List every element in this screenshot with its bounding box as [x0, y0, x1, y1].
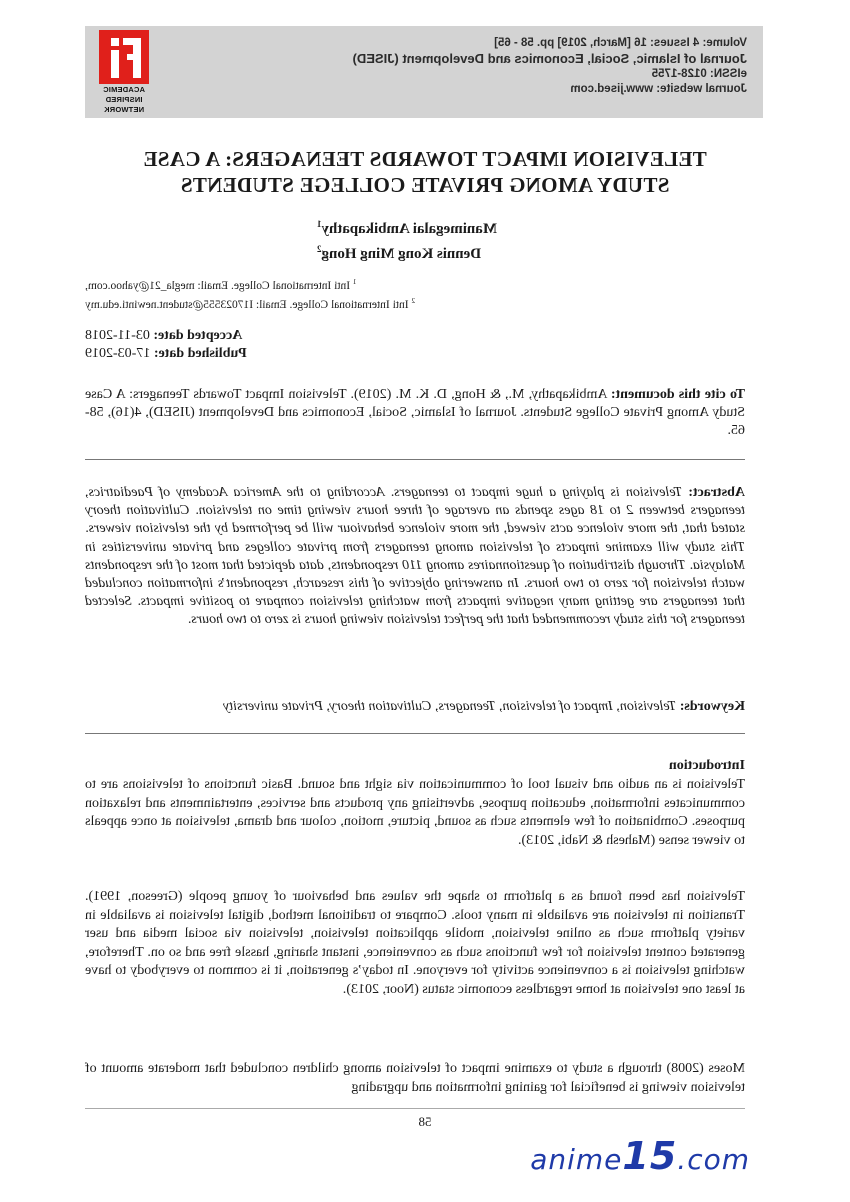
affiliation-1: $^1$ Inti International College. Email: megla_21@yahoo.com,: [85, 278, 357, 292]
cite-text: Ambikapathy, M., & Hong, D. K. M. (2019). Television Impact Towards Teenagers: A Case Study Among Private College Students. Journal of Islamic, Social, Economics and Development (JISED), 4(16), 58-65.: [85, 387, 745, 438]
journal-name: Journal of Islamic, Social, Economics and Development (JISED): [352, 51, 747, 66]
affiliations: [85, 275, 415, 313]
footer-rule: [85, 1108, 745, 1109]
abstract: [85, 484, 745, 630]
title-line-1: TELEVISION IMPACT TOWARDS TEENAGERS: A CASE: [143, 147, 707, 171]
divider-top: [85, 459, 745, 460]
keywords: [85, 698, 745, 716]
divider-bottom: [85, 733, 745, 734]
eissn: eISSN: 0128-1755: [651, 68, 747, 80]
watermark-prefix: anime: [530, 1143, 623, 1176]
keywords-text: Television, Impact of television, Teenagers, Cultivation theory, Private university: [223, 699, 677, 714]
watermark: [530, 1134, 750, 1178]
logo-mark-icon: [99, 30, 149, 84]
dates-block: [85, 327, 247, 363]
intro-paragraph-1: Television is an audio and visual tool of communication via sight and sound. Basic functions of televisions are to communicates information, education purpose, advertising any products and services, entertainments and relaxation purposes. Combination of few elements such as sound, picture, motion, colour and drama, television at once appeals to viewer sense (Mahesh & Nabi, 2013).: [85, 777, 745, 848]
cite-label: To cite this document:: [610, 387, 745, 402]
page-number: 58: [418, 1114, 432, 1129]
logo-text-3: NETWORK: [103, 105, 145, 114]
logo-text-2: INSPIRED: [105, 95, 143, 104]
publisher-logo: [93, 30, 155, 116]
author-1: Manimegalai Ambikapathy$^1$: [317, 219, 497, 237]
volume-line: Volume: 4 Issues: 16 [March, 2019] pp. 58 - 65]: [494, 37, 747, 49]
watermark-suffix: .com: [677, 1143, 750, 1176]
journal-website: Journal website: www.jised.com: [570, 83, 747, 95]
journal-header-text: [353, 36, 747, 97]
affiliation-2: $^2$ Inti International College. Email: I17023555@student.newinti.edu.my: [85, 296, 415, 311]
citation: [85, 386, 745, 440]
abstract-text: Television is playing a huge impact to teenagers. According to the America Academy of Paediatrics, teenagers between 2 to 18 ages spends an average of three hours viewing time on television. Cultivation theory stated that, the more violence acts viewed, the more violence behaviour will be performed by the television viewers. This study will examine impacts of television among teenagers from private colleges and private universities in Malaysia. Through distribution of questionnaires among 110 respondents, data depicted that most of the respondents watch television for zero to two hours. In answering objective of this research, respondent’s information concluded that teenagers are getting many negative impacts from watching television compare to positive impacts. Selected teenagers for this study recommended that the perfect television viewing hours is zero to two hours.: [85, 485, 745, 628]
watermark-number: 15: [622, 1134, 678, 1178]
logo-text-1: ACADEMIC: [103, 85, 146, 94]
author-2: Dennis Kong Ming Hong$^2$: [317, 244, 482, 262]
section-heading: Introduction: [669, 758, 745, 773]
paper-title: [60, 146, 790, 198]
author-list: [317, 214, 497, 264]
keywords-label: Keywords:: [679, 699, 745, 714]
abstract-label: Abstract:: [688, 485, 745, 500]
title-line-2: STUDY AMONG PRIVATE COLLEGE STUDENTS: [180, 173, 670, 197]
journal-header: [85, 26, 763, 118]
accepted-date: Accepted date: 03-11-2018: [85, 328, 243, 343]
intro-paragraph-3: Moses (2008) through a study to examine impact of television among children concluded that moderate amount of television viewing is beneficial for gaining information and upgrading: [85, 1061, 745, 1095]
published-date: Published date: 17-03-2019: [85, 346, 247, 361]
intro-paragraph-2: Television has been found as a platform to shape the values and behaviour of young people (Greeson, 1991). Transition in television are avaliable in many tools. Compare to traditional method, digital television is avaliable in variety platform such as online television, mobile application television, television via social media and user generated content television for few functions such as convenience, instant sharing, hassle free and so on. Therefore, watching television is a convenience activity for everyone. In today’s generation, it is common to everybody to have at least one television at home regardless economic status (Noor, 2013).: [85, 889, 745, 997]
